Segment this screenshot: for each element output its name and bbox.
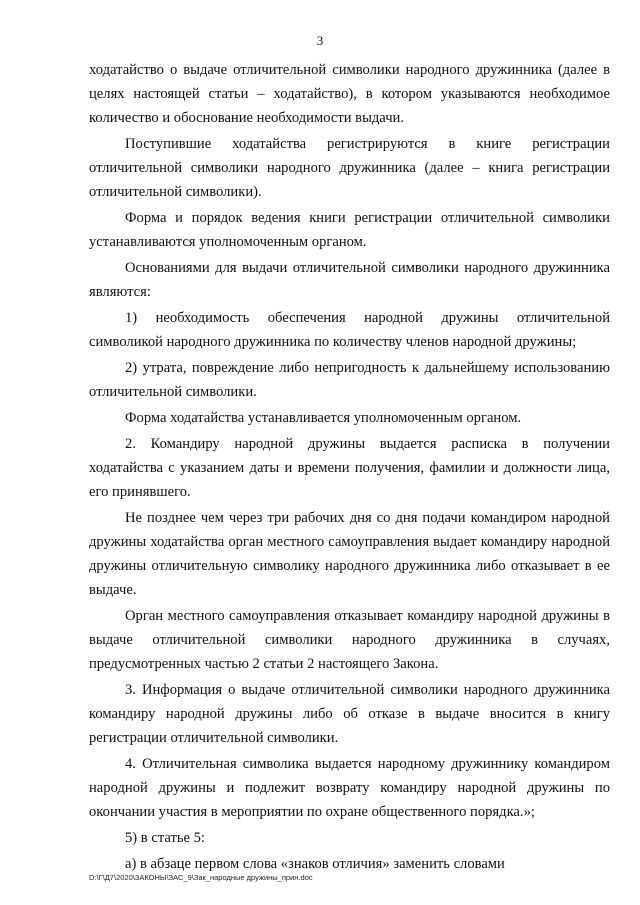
paragraph: ходатайство о выдаче отличительной символики народного дружинника (далее в целях настоящей статьи – ходатайство), в котором указываются необходимое количество и обоснование необходимости выдачи.	[89, 62, 610, 126]
paragraph: 3. Информация о выдаче отличительной символики народного дружинника командиру народной дружины либо об отказе в выдаче вносится в книгу регистрации отличительной символики.	[89, 682, 610, 746]
paragraph: Поступившие ходатайства регистрируются в книге регистрации отличительной символики народного дружинника (далее – книга регистрации отличительной символики).	[89, 136, 610, 200]
paragraph: Форма и порядок ведения книги регистрации отличительной символики устанавливаются уполномоченным органом.	[89, 210, 610, 250]
paragraph: 2. Командиру народной дружины выдается расписка в получении ходатайства с указанием даты и времени получения, фамилии и должности лица, его принявшего.	[89, 436, 610, 500]
file-path-footer: D:\Г\Д7\2020\ЗАКОНЫ\ЗАС_9\Зак_народные дружины_прин.doc	[89, 873, 313, 882]
paragraph: Форма ходатайства устанавливается уполномоченным органом.	[125, 410, 522, 426]
paragraph: Орган местного самоуправления отказывает командиру народной дружины в выдаче отличительной символики народного дружинника в случаях, предусмотренных частью 2 статьи 2 настоящего Закона.	[89, 608, 610, 672]
paragraph: а) в абзаце первом слова «знаков отличия» заменить словами	[125, 856, 505, 872]
page-number: 3	[316, 33, 324, 48]
paragraph: Не позднее чем через три рабочих дня со дня подачи командиром народной дружины ходатайства орган местного самоуправления выдает командиру народной дружины отличительную символику народного дружинника либо отказывает в ее выдаче.	[89, 510, 610, 598]
paragraph: 4. Отличительная символика выдается народному дружиннику командиром народной дружины и подлежит возврату командиру народной дружины по окончании участия в мероприятии по охране общественного порядка.»;	[89, 756, 610, 820]
paragraph: Основаниями для выдачи отличительной символики народного дружинника являются:	[89, 260, 610, 300]
paragraph: 5) в статье 5:	[125, 830, 205, 846]
document-body	[89, 58, 610, 878]
paragraph: 1) необходимость обеспечения народной дружины отличительной символикой народного дружинника по количеству членов народной дружины;	[89, 310, 610, 350]
paragraph: 2) утрата, повреждение либо непригодность к дальнейшему использованию отличительной символики.	[89, 360, 610, 400]
